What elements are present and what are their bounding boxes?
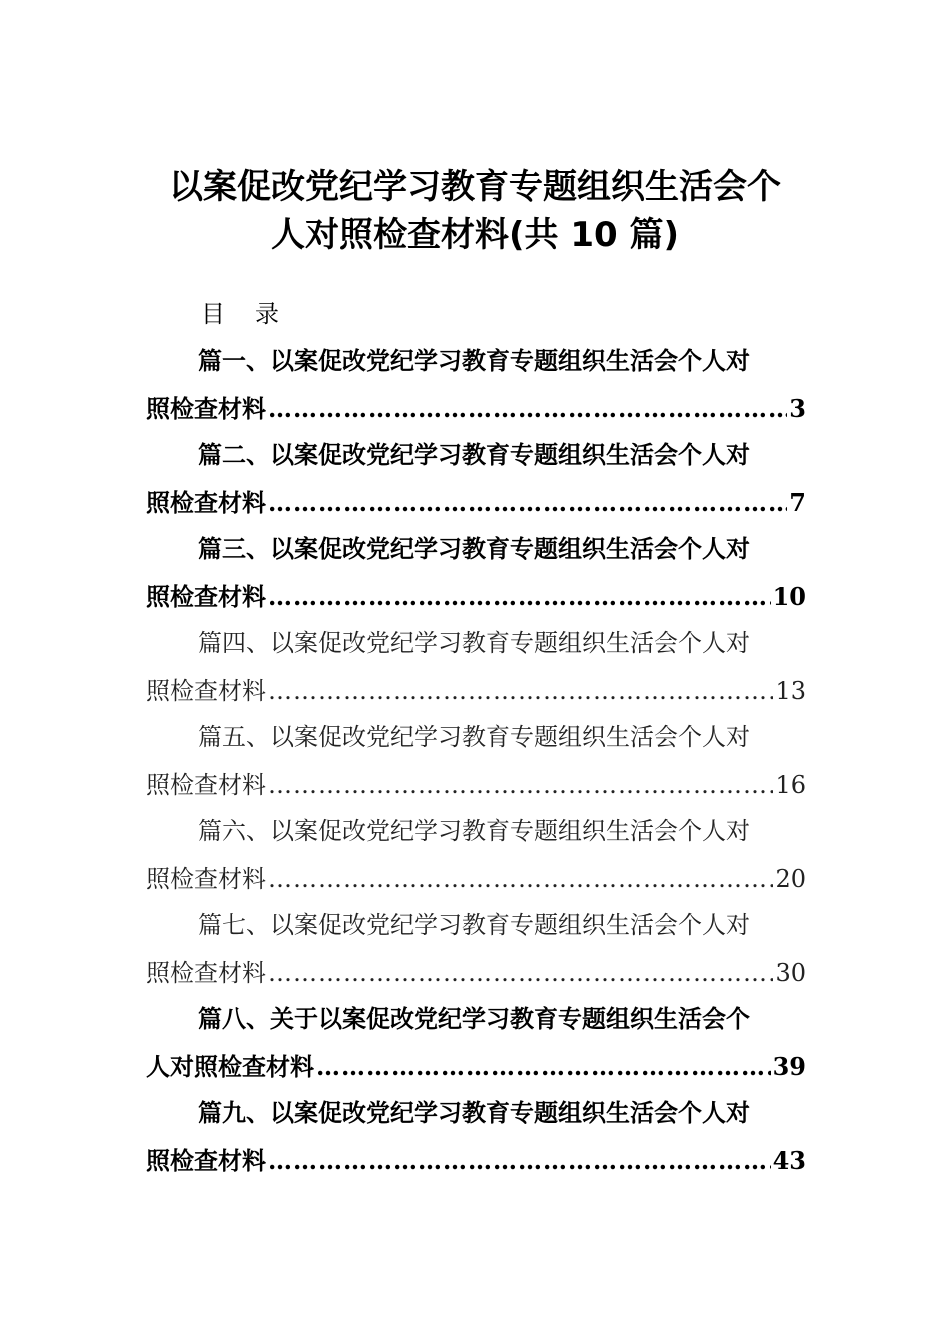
toc-entry-title: 篇八、关于以案促改党纪学习教育专题组织生活会个 [198, 1005, 750, 1033]
dot-leader [268, 386, 787, 432]
dot-leader [268, 1138, 771, 1184]
dot-leader [268, 762, 773, 808]
toc-entry-title: 篇二、以案促改党纪学习教育专题组织生活会个人对 [198, 441, 750, 469]
dot-leader [268, 480, 787, 526]
toc-entry-page: 39 [772, 1052, 806, 1081]
toc-entry-title-cont: 照检查材料 [146, 959, 266, 987]
toc-entry-page: 7 [789, 488, 806, 517]
toc-entry-page: 43 [772, 1146, 806, 1175]
toc-entry-title-cont: 照检查材料 [146, 865, 266, 893]
dot-leader [316, 1044, 771, 1090]
toc-entry-page: 13 [775, 677, 806, 705]
toc-entry-title-cont: 照检查材料 [146, 677, 266, 705]
toc-entry-9[interactable] [146, 1090, 806, 1278]
dot-leader [268, 950, 773, 996]
table-of-contents [146, 338, 806, 1278]
toc-entry-page: 10 [772, 582, 806, 611]
toc-entry-page: 3 [789, 394, 806, 423]
toc-entry-title-cont: 人对照检查材料 [146, 1053, 314, 1081]
toc-entry-title-cont: 照检查材料 [146, 395, 266, 423]
toc-entry-title: 篇六、以案促改党纪学习教育专题组织生活会个人对 [198, 817, 750, 845]
toc-heading [201, 296, 279, 332]
toc-heading-char-2: 录 [255, 300, 279, 328]
dot-leader [268, 856, 773, 902]
toc-entry-page: 20 [775, 865, 806, 893]
toc-entry-title-cont: 照检查材料 [146, 583, 266, 611]
title-line-1: 以案促改党纪学习教育专题组织生活会个 [169, 166, 781, 207]
title-line-2: 人对照检查材料(共 10 篇) [270, 214, 680, 255]
toc-entry-page: 16 [775, 771, 806, 799]
toc-entry-title: 篇四、以案促改党纪学习教育专题组织生活会个人对 [198, 629, 750, 657]
toc-entry-page: 30 [775, 959, 806, 987]
toc-entry-title: 篇七、以案促改党纪学习教育专题组织生活会个人对 [198, 911, 750, 939]
toc-entry-title: 篇三、以案促改党纪学习教育专题组织生活会个人对 [198, 535, 750, 563]
toc-entry-title-cont: 照检查材料 [146, 1147, 266, 1175]
toc-entry-title: 篇一、以案促改党纪学习教育专题组织生活会个人对 [198, 347, 750, 375]
toc-entry-title-cont: 照检查材料 [146, 771, 266, 799]
dot-leader [268, 668, 773, 714]
toc-entry-title: 篇九、以案促改党纪学习教育专题组织生活会个人对 [198, 1099, 750, 1127]
toc-entry-title: 篇五、以案促改党纪学习教育专题组织生活会个人对 [198, 723, 750, 751]
document-title [0, 163, 950, 259]
dot-leader [268, 574, 771, 620]
toc-heading-char-1: 目 [201, 300, 225, 328]
toc-entry-title-cont: 照检查材料 [146, 489, 266, 517]
